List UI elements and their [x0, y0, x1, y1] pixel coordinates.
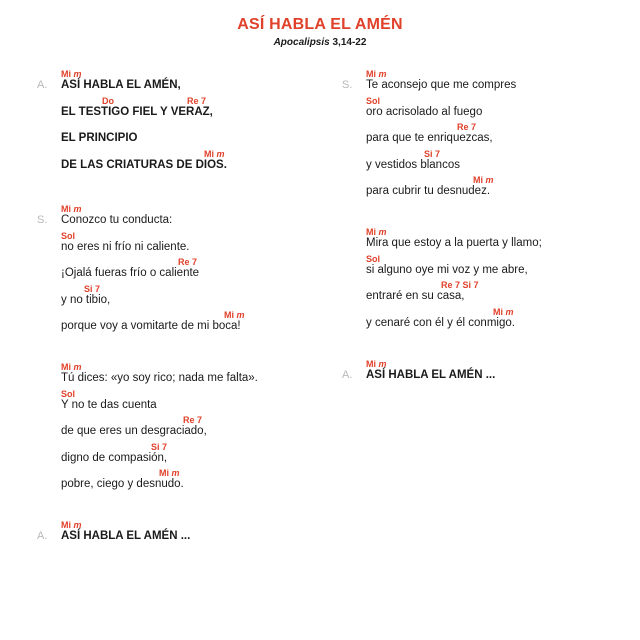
stanza-marker: A. — [342, 369, 353, 381]
lyric-line — [0, 468, 320, 495]
lyric-text: y vestidos blancos — [366, 158, 460, 171]
lyric-line — [0, 362, 320, 389]
lyric-text: Tú dices: «yo soy rico; nada me falta». — [61, 372, 258, 384]
stanza-soloist-2 — [0, 362, 320, 495]
lyric-text: pobre, ciego y desnudo. — [61, 478, 184, 490]
chord: Re 7 Si 7 — [441, 280, 479, 290]
lyric-line — [0, 96, 320, 123]
lyric-text: Conozco tu conducta: — [61, 214, 173, 226]
lyric-text: y no tibio, — [61, 293, 111, 306]
lyric-text: EL TESTIGO FIEL Y VERAZ, — [61, 105, 213, 118]
chord: Mi m — [61, 362, 82, 372]
chord: Mi m — [366, 359, 387, 369]
lyric-line — [0, 415, 320, 442]
lyric-line — [0, 442, 320, 469]
chord: Sol — [61, 388, 76, 399]
stanza-soloist-3 — [305, 69, 640, 202]
lyric-text: para que te enriquezcas, — [366, 132, 493, 144]
lyric-text: ASÍ HABLA EL AMÉN, — [61, 79, 181, 91]
lyric-text: entraré en su casa, — [366, 290, 465, 302]
chord: Re 7 — [178, 257, 198, 267]
lyric-text: ASÍ HABLA EL AMÉN ... — [61, 530, 191, 542]
chord: Mi m — [61, 204, 82, 214]
chord: Mi m — [224, 310, 245, 320]
chord: Mi m — [204, 148, 225, 159]
chord: Mi m — [493, 306, 514, 317]
lyric-text: porque voy a vomitarte de mi boca! — [61, 320, 241, 332]
lyric-line — [305, 149, 640, 176]
stanza-soloist-1 — [0, 204, 320, 337]
chord: Mi m — [366, 69, 387, 79]
lyric-line — [305, 359, 640, 386]
lyric-text: Y no te das cuenta — [61, 398, 157, 411]
lyric-line — [305, 307, 640, 334]
stanza-marker: A. — [37, 530, 48, 542]
chord: Mi m — [366, 227, 387, 237]
lyric-text: oro acrisolado al fuego — [366, 105, 483, 118]
lyric-line — [0, 257, 320, 284]
stanza-marker: A. — [37, 79, 48, 91]
chord: Mi m — [159, 468, 180, 478]
lyric-text: si alguno oye mi voz y me abre, — [366, 263, 528, 276]
lyric-text: Mira que estoy a la puerta y llamo; — [366, 237, 542, 249]
lyric-line — [305, 280, 640, 307]
chord: Sol — [366, 95, 381, 106]
lyric-line — [0, 149, 320, 176]
chord: Re 7 — [183, 415, 203, 425]
lyric-text: digno de compasión, — [61, 451, 168, 464]
lyric-line — [305, 227, 640, 254]
chord: Si 7 — [424, 148, 441, 159]
lyric-line — [305, 122, 640, 149]
lyric-text: Te aconsejo que me compres — [366, 79, 517, 91]
chord: Do — [102, 95, 114, 106]
lyric-line — [0, 204, 320, 231]
lyric-text: DE LAS CRIATURAS DE DIOS. — [61, 158, 227, 171]
chord: Mi m — [473, 175, 494, 185]
stanza-soloist-4 — [305, 227, 640, 333]
lyric-line — [0, 69, 320, 96]
lyric-text: para cubrir tu desnudez. — [366, 185, 491, 197]
lyric-line — [0, 310, 320, 337]
lyric-line — [0, 122, 320, 149]
lyric-line — [305, 96, 640, 123]
lyric-line — [0, 284, 320, 311]
stanza-marker: S. — [37, 214, 48, 226]
scripture-reference — [0, 37, 640, 48]
chord: Re 7 — [457, 122, 477, 132]
lyric-line — [305, 69, 640, 96]
lyric-line — [0, 520, 320, 547]
lyric-line — [0, 231, 320, 258]
song-title: ASÍ HABLA EL AMÉN — [237, 16, 403, 33]
chord: Sol — [61, 230, 76, 241]
lyric-text: EL PRINCIPIO — [61, 132, 138, 144]
chord: Si 7 — [84, 283, 101, 294]
lyric-line — [305, 254, 640, 281]
chord: Mi m — [61, 69, 82, 79]
lyric-text: ASÍ HABLA EL AMÉN ... — [366, 369, 496, 381]
lyric-text: y cenaré con él y él conmigo. — [366, 316, 515, 329]
stanza-antiphon — [0, 69, 320, 175]
chord: Si 7 — [151, 441, 168, 452]
chord: Mi m — [61, 520, 82, 530]
stanza-antiphon-repeat — [0, 520, 320, 547]
reference-book: Apocalipsis — [273, 37, 330, 48]
stanza-antiphon-repeat — [305, 359, 640, 386]
stanza-marker: S. — [342, 79, 353, 91]
lyric-line — [305, 175, 640, 202]
chord: Re 7 — [187, 95, 207, 106]
lyric-text: ¡Ojalá fueras frío o caliente — [61, 267, 200, 279]
lyric-line — [0, 389, 320, 416]
lyric-text: de que eres un desgraciado, — [61, 425, 207, 437]
lyric-text: no eres ni frío ni caliente. — [61, 240, 190, 253]
chord: Sol — [366, 253, 381, 264]
reference-verses: 3,14-22 — [329, 37, 367, 48]
